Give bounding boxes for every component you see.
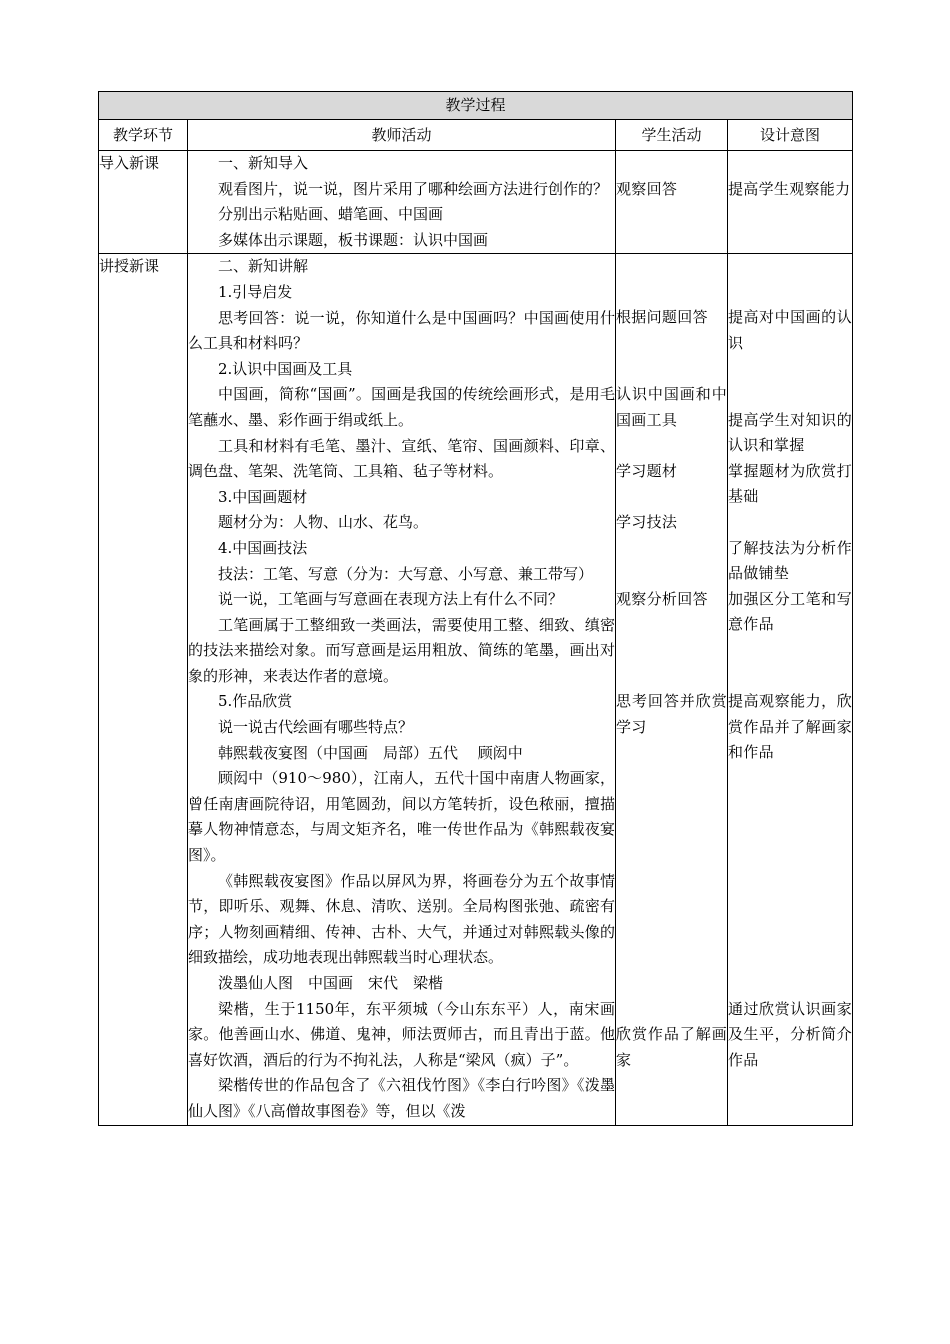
main-row: [99, 254, 853, 1125]
text-line: 说一说古代绘画有哪些特点？: [218, 718, 414, 737]
teaching-process-table: [98, 91, 853, 1126]
text-line: 提高对中国画的认识: [728, 308, 853, 352]
intro-student-activity: [616, 151, 728, 254]
text-line: 观察回答: [616, 179, 678, 198]
text-line: 5.作品欣赏: [218, 692, 293, 711]
header-design-intent: 设计意图: [728, 120, 853, 151]
text-line: 中国画，简称“国画”。国画是我国的传统绘画形式，是用毛笔蘸水、墨、彩作画于绢或纸上。: [188, 385, 615, 429]
text-line: 思考回答并欣赏学习: [616, 692, 727, 736]
text-line: 泼墨仙人图 中国画 宋代 梁楷: [218, 974, 444, 992]
text-line: 韩熙载夜宴图（中国画 局部）五代 顾闳中: [218, 743, 523, 762]
text-line: 多媒体出示课题，板书课题：认识中国画: [218, 230, 489, 249]
main-teacher-activity: [188, 254, 616, 1125]
text-line: 加强区分工笔和写意作品: [728, 589, 853, 634]
text-line: 学习题材: [616, 461, 678, 480]
header-stage: 教学环节: [99, 120, 188, 151]
text-line: 分别出示粘贴画、蜡笔画、中国画: [218, 205, 444, 224]
text-line: 说一说，工笔画与写意画在表现方法上有什么不同？: [218, 590, 564, 609]
text-line: 欣赏作品了解画家: [616, 1025, 727, 1069]
table-title: 教学过程: [99, 92, 853, 120]
main-design-intent: [728, 254, 853, 1125]
intro-design-intent: [728, 151, 853, 254]
text-line: 思考回答：说一说，你知道什么是中国画吗？中国画使用什么工具和材料吗？: [188, 308, 615, 353]
text-line: 二、新知讲解: [218, 257, 309, 276]
text-line: 认识中国画和中国画工具: [616, 384, 727, 429]
intro-row: [99, 151, 853, 254]
text-line: 观察分析回答: [616, 589, 708, 608]
header-teacher-activity: 教师活动: [188, 120, 616, 151]
header-student-activity: 学生活动: [616, 120, 728, 151]
text-line: 3.中国画题材: [218, 487, 308, 506]
text-line: 学习技法: [616, 512, 678, 531]
text-line: 梁楷传世的作品包含了《六祖伐竹图》《李白行吟图》《泼墨仙人图》《八高僧故事图卷》等，但以《泼: [188, 1076, 615, 1120]
text-line: 掌握题材为欣赏打基础: [728, 461, 853, 506]
text-line: 工笔画属于工整细致一类画法，需要使用工整、细致、缜密的技法来描绘对象。而写意画是运用粗放、简练的笔墨，画出对象的形神，来表达作者的意境。: [188, 615, 615, 685]
text-line: 通过欣赏认识画家及生平，分析简介作品: [728, 999, 853, 1069]
intro-section-label: 导入新课: [99, 151, 188, 254]
text-line: 题材分为：人物、山水、花鸟。: [218, 513, 429, 532]
text-line: 一、新知导入: [218, 154, 309, 172]
text-line: 2.认识中国画及工具: [218, 359, 353, 378]
intro-teacher-activity: [188, 151, 616, 254]
text-line: 提高学生观察能力: [728, 179, 851, 198]
text-line: 《韩熙载夜宴图》作品以屏风为界，将画卷分为五个故事情节，即听乐、观舞、休息、清吹、送别。全局构图张弛、疏密有序；人物刻画精细、传神、古朴、大气，并通过对韩熙载头像的细致描绘，成功地表现出韩熙载当时心理状态。: [188, 871, 615, 967]
text-line: 了解技法为分析作品做铺垫: [728, 538, 853, 583]
main-student-activity: [616, 254, 728, 1125]
text-line: 提高观察能力，欣赏作品并了解画家和作品: [728, 691, 853, 762]
text-line: 工具和材料有毛笔、墨汁、宣纸、笔帘、国画颜料、印章、调色盘、笔架、洗笔筒、工具箱、毡子等材料。: [188, 436, 615, 481]
text-line: 提高学生对知识的认识和掌握: [728, 410, 853, 455]
text-line: 观看图片，说一说，图片采用了哪种绘画方法进行创作的？: [218, 179, 609, 198]
text-line: 4.中国画技法: [218, 538, 308, 557]
text-line: 技法：工笔、写意（分为：大写意、小写意、兼工带写）: [218, 564, 594, 583]
main-section-label: 讲授新课: [99, 254, 188, 1125]
text-line: 根据问题回答: [616, 308, 708, 327]
text-line: 1.引导启发: [218, 282, 293, 301]
header-row: [99, 120, 853, 151]
text-line: 梁楷，生于1150年，东平须城（今山东东平）人，南宋画家。他善画山水、佛道、鬼神，师法贾师古，而且青出于蓝。他喜好饮酒，酒后的行为不拘礼法，人称是“梁风（疯）子”。: [188, 999, 615, 1069]
text-line: 顾闳中（910～980），江南人，五代十国中南唐人物画家，曾任南唐画院待诏，用笔圆劲，间以方笔转折，设色秾丽，擅描摹人物神情意态，与周文矩齐名，唯一传世作品为《韩熙载夜宴图》。: [188, 769, 615, 865]
